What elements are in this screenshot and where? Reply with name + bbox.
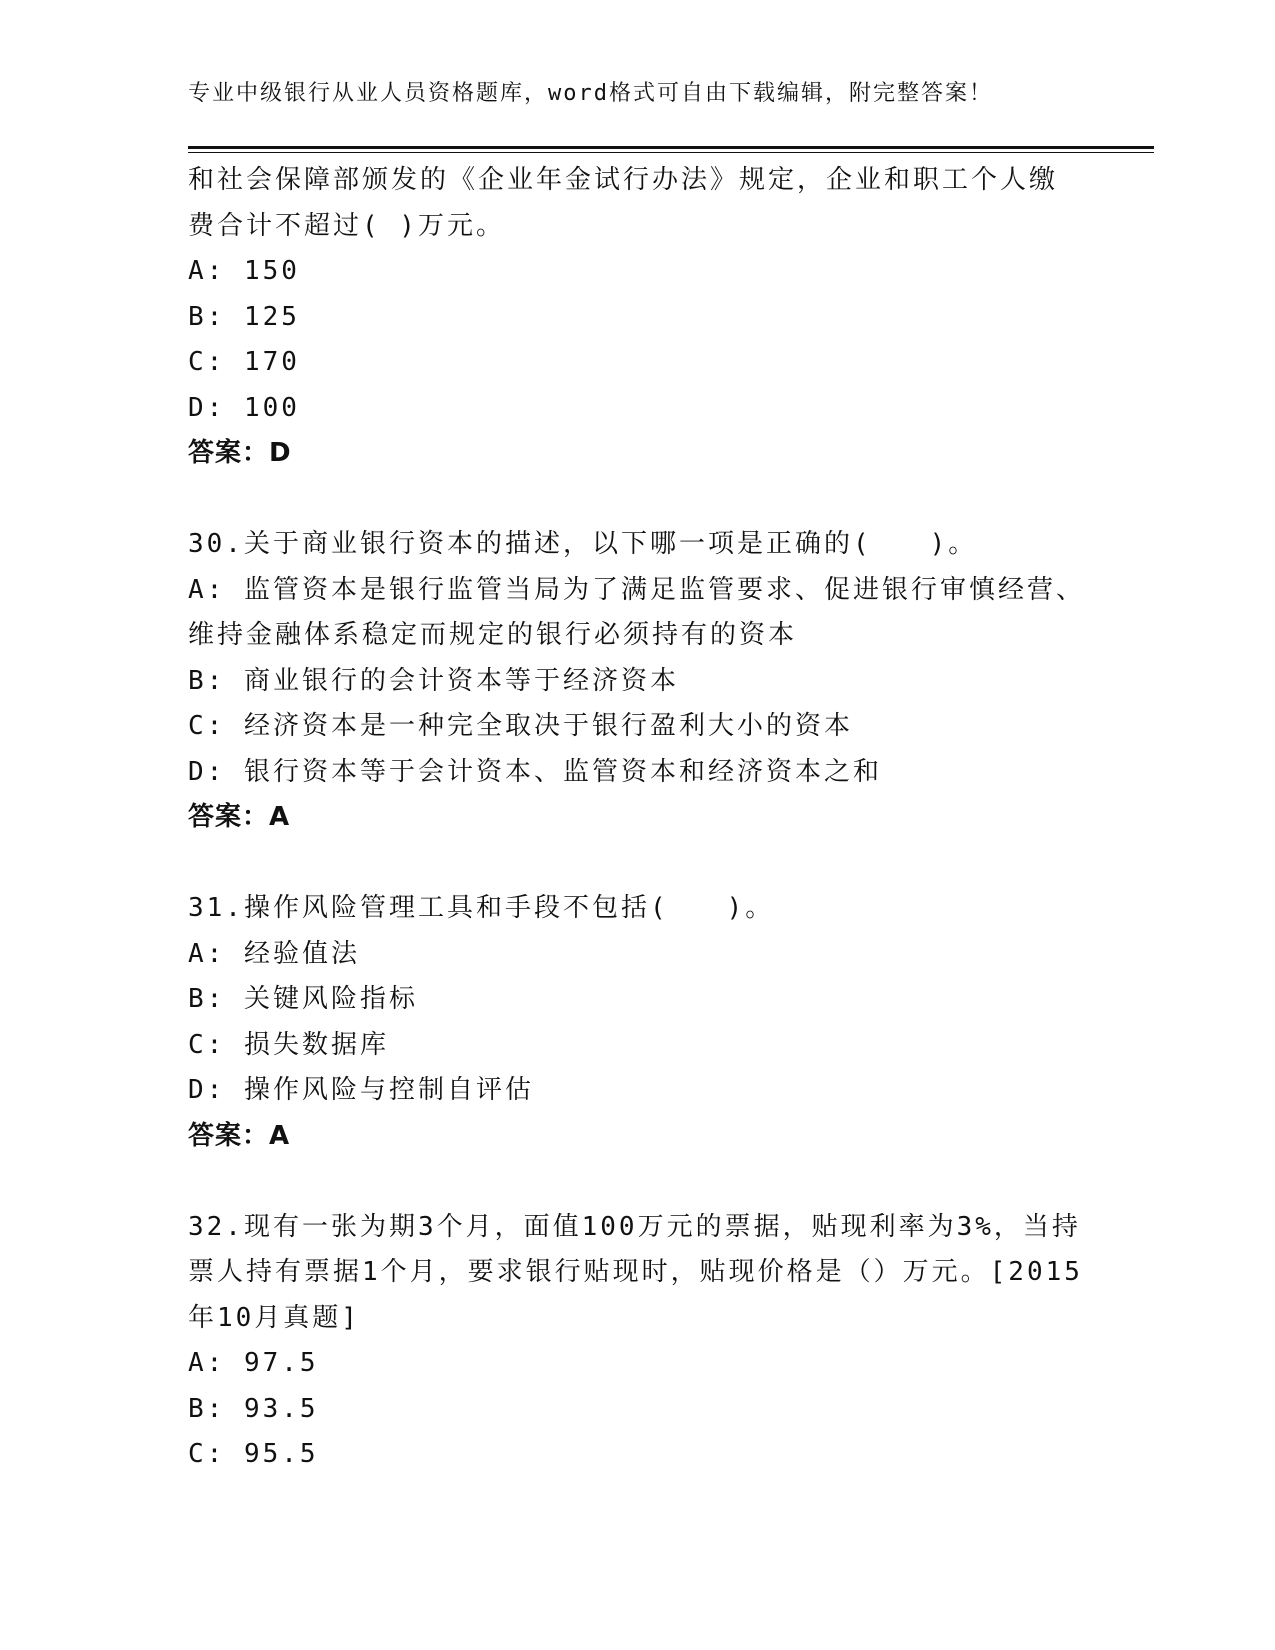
answer-label: 答案：D <box>188 438 292 468</box>
option-c: C: 损失数据库 <box>188 1029 389 1060</box>
option-d: D: 银行资本等于会计资本、监管资本和经济资本之和 <box>188 756 882 787</box>
option-b: B: 125 <box>188 301 300 332</box>
question-31 <box>188 886 1088 1159</box>
answer-label: 答案：A <box>188 802 291 832</box>
spacer <box>188 841 1088 887</box>
page-header: 专业中级银行从业人员资格题库，word格式可自由下载编辑，附完整答案！ <box>188 81 993 106</box>
option-b: B: 93.5 <box>188 1393 319 1424</box>
header-rule-thick <box>188 146 1154 149</box>
question-32 <box>188 1205 1088 1478</box>
option-a: A: 97.5 <box>188 1348 319 1378</box>
option-a: A: 经验值法 <box>188 938 360 969</box>
option-b: B: 商业银行的会计资本等于经济资本 <box>188 665 679 696</box>
header-rule-thin <box>188 152 1154 153</box>
option-b: B: 关键风险指标 <box>188 984 418 1014</box>
question-content <box>188 158 1088 1478</box>
question-stem: 年10月真题] <box>188 1302 360 1333</box>
option-a-continued: 维持金融体系稳定而规定的银行必须持有的资本 <box>188 620 798 650</box>
spacer <box>188 1159 1088 1205</box>
option-d: D: 100 <box>188 392 300 423</box>
question-stem: 30.关于商业银行资本的描述，以下哪一项是正确的( )。 <box>188 529 978 559</box>
question-stem: 32.现有一张为期3个月，面值100万元的票据，贴现利率为3%，当持 <box>188 1211 1081 1242</box>
option-c: C: 170 <box>188 347 300 377</box>
option-d: D: 操作风险与控制自评估 <box>188 1075 534 1105</box>
question-stem: 费合计不超过( )万元。 <box>188 210 505 241</box>
question-30 <box>188 522 1088 841</box>
option-a: A: 150 <box>188 256 300 286</box>
question-stem: 31.操作风险管理工具和手段不包括( )。 <box>188 893 775 923</box>
question-29 <box>188 158 1088 477</box>
question-stem: 票人持有票据1个月，要求银行贴现时，贴现价格是（）万元。[2015 <box>188 1257 1083 1287</box>
option-a: A: 监管资本是银行监管当局为了满足监管要求、促进银行审慎经营、 <box>188 574 1085 605</box>
option-c: C: 经济资本是一种完全取决于银行盈利大小的资本 <box>188 711 853 741</box>
option-c: C: 95.5 <box>188 1439 319 1469</box>
question-stem: 和社会保障部颁发的《企业年金试行办法》规定，企业和职工个人缴 <box>188 165 1059 195</box>
answer-label: 答案：A <box>188 1120 291 1151</box>
spacer <box>188 477 1088 523</box>
